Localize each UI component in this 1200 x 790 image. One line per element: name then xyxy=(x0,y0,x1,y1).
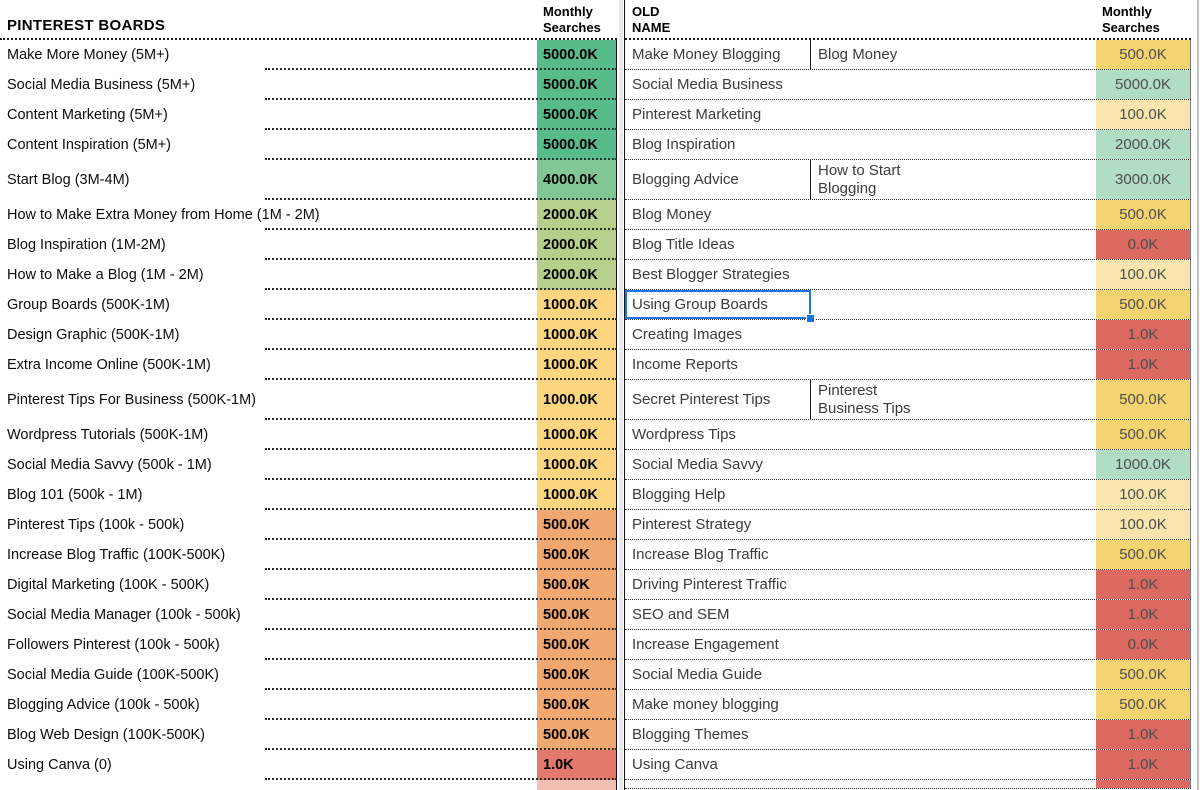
alt-name-cell[interactable] xyxy=(811,720,1096,749)
alt-name-cell[interactable] xyxy=(811,780,1096,788)
monthly-searches-value-cell[interactable]: 500.0K xyxy=(537,510,617,540)
alt-name-text: How to Start Blogging xyxy=(818,161,901,197)
board-name-cell[interactable]: Pinterest Tips (100k - 500k) xyxy=(7,517,185,533)
board-row xyxy=(0,100,617,130)
pinterest-boards-header-cell[interactable]: PINTEREST BOARDS xyxy=(7,17,166,34)
board-row xyxy=(0,130,617,160)
board-name-cell[interactable]: Blog Web Design (100K-500K) xyxy=(7,727,206,743)
monthly-searches-value-cell[interactable]: 1.0K xyxy=(1096,750,1191,779)
board-row xyxy=(0,570,617,600)
old-name-cell[interactable]: Blog Money xyxy=(632,206,712,223)
monthly-searches-value-cell[interactable]: 1000.0K xyxy=(537,350,617,380)
right-monthly-searches-header-cell[interactable] xyxy=(1102,4,1160,36)
monthly-searches-value-cell[interactable]: 1.0K xyxy=(1096,320,1191,349)
old-name-row xyxy=(625,630,1191,660)
leader-dotted-line xyxy=(265,98,617,100)
old-name-cell[interactable]: Wordpress Tips xyxy=(632,426,736,443)
monthly-searches-value-cell[interactable]: 1000.0K xyxy=(537,380,617,420)
alt-name-cell[interactable] xyxy=(811,320,1096,349)
board-row xyxy=(0,290,617,320)
old-name-cell[interactable]: Pinterest Strategy xyxy=(632,516,752,533)
board-row xyxy=(0,160,617,200)
alt-name-cell[interactable] xyxy=(811,600,1096,629)
monthly-searches-value-cell[interactable]: 1000.0K xyxy=(537,480,617,510)
old-name-cell[interactable]: Blogging Themes xyxy=(632,726,749,743)
old-name-cell[interactable]: SEO and SEM xyxy=(632,606,730,623)
monthly-searches-value-cell[interactable]: 1000.0K xyxy=(1096,450,1191,479)
leader-dotted-line xyxy=(265,418,617,420)
alt-name-cell[interactable] xyxy=(811,480,1096,509)
board-row xyxy=(0,630,617,660)
alt-name-cell[interactable] xyxy=(811,70,1096,99)
board-name-cell[interactable]: How to Make Extra Money from Home (1M - 2M) xyxy=(7,207,320,223)
alt-name-cell[interactable] xyxy=(811,260,1096,289)
board-row xyxy=(0,200,617,230)
board-name-cell[interactable]: Pinterest Tips For Business (500K-1M) xyxy=(7,392,257,408)
monthly-searches-value-cell[interactable]: 500.0K xyxy=(537,660,617,690)
old-name-cell[interactable] xyxy=(625,780,811,788)
monthly-searches-value-cell[interactable]: 1000.0K xyxy=(537,320,617,350)
board-row xyxy=(0,450,617,480)
alt-name-text: Pinterest Business Tips xyxy=(818,381,911,417)
old-name-row xyxy=(625,130,1191,160)
monthly-searches-value-cell[interactable]: 5000.0K xyxy=(537,130,617,160)
old-names-pane xyxy=(624,0,1191,790)
monthly-searches-value-cell[interactable]: 1000.0K xyxy=(537,450,617,480)
leader-dotted-line xyxy=(265,688,617,690)
leader-dotted-line xyxy=(265,448,617,450)
old-name-row xyxy=(625,480,1191,510)
monthly-searches-value-cell[interactable]: 1.0K xyxy=(1096,350,1191,379)
monthly-searches-value-cell[interactable]: 1.0K xyxy=(1096,600,1191,629)
board-row xyxy=(0,510,617,540)
board-row xyxy=(0,540,617,570)
alt-name-cell[interactable] xyxy=(811,540,1096,569)
monthly-searches-value-cell[interactable]: 100.0K xyxy=(1096,100,1191,129)
leader-dotted-line xyxy=(265,748,617,750)
monthly-searches-value-cell[interactable]: 5000.0K xyxy=(537,100,617,130)
leader-dotted-line xyxy=(265,318,617,320)
old-name-cell[interactable]: Best Blogger Strategies xyxy=(632,266,790,283)
alt-name-cell[interactable] xyxy=(811,380,1096,419)
board-name-cell[interactable]: Using Canva (0) xyxy=(7,757,112,773)
board-name-cell[interactable]: Social Media Manager (100k - 500k) xyxy=(7,607,241,623)
board-name-cell[interactable]: Start Blog (3M-4M) xyxy=(7,172,130,188)
old-name-cell[interactable]: Pinterest Marketing xyxy=(632,106,762,123)
old-name-rows-container xyxy=(625,40,1191,789)
old-label: OLD xyxy=(632,4,660,19)
old-name-cell[interactable]: Make money blogging xyxy=(632,696,779,713)
board-name-cell[interactable]: Increase Blog Traffic (100K-500K) xyxy=(7,547,226,563)
board-name-cell[interactable]: Blogging Advice (100k - 500k) xyxy=(7,697,200,713)
old-name-cell[interactable]: Secret Pinterest Tips xyxy=(625,380,811,419)
alt-name-cell[interactable] xyxy=(811,40,1096,69)
board-row xyxy=(0,70,617,100)
board-name-cell[interactable]: Wordpress Tutorials (500K-1M) xyxy=(7,427,209,443)
left-header-row xyxy=(0,0,617,40)
old-name-row-partial xyxy=(625,780,1191,789)
old-name-row xyxy=(625,290,1191,320)
alt-name-cell[interactable] xyxy=(811,350,1096,379)
old-name-cell[interactable]: Using Canva xyxy=(632,756,718,773)
board-row xyxy=(0,350,617,380)
monthly-searches-value-cell[interactable]: 100.0K xyxy=(1096,510,1191,539)
monthly-searches-value-cell[interactable]: 500.0K xyxy=(1096,660,1191,689)
monthly-label: Monthly xyxy=(1102,4,1152,19)
old-name-cell[interactable]: Social Media Guide xyxy=(632,666,763,683)
old-name-row xyxy=(625,380,1191,420)
monthly-searches-value-cell[interactable]: 4000.0K xyxy=(537,160,617,200)
alt-name-cell[interactable] xyxy=(811,750,1096,779)
leader-dotted-line xyxy=(265,198,617,200)
old-name-cell[interactable]: Social Media Business xyxy=(632,76,783,93)
old-name-row xyxy=(625,40,1191,70)
old-name-row xyxy=(625,600,1191,630)
monthly-searches-value-cell[interactable]: 500.0K xyxy=(1096,380,1191,419)
alt-name-cell[interactable] xyxy=(811,290,1096,319)
right-header-row xyxy=(625,0,1191,40)
monthly-searches-value-cell[interactable]: 500.0K xyxy=(537,540,617,570)
alt-name-cell[interactable] xyxy=(811,100,1096,129)
frozen-pane-divider[interactable] xyxy=(619,0,623,790)
monthly-label: Monthly xyxy=(543,4,593,19)
old-name-row xyxy=(625,540,1191,570)
old-name-row xyxy=(625,230,1191,260)
board-name-cell[interactable]: How to Make a Blog (1M - 2M) xyxy=(7,267,204,283)
monthly-searches-value-cell[interactable]: 500.0K xyxy=(1096,40,1191,69)
board-row xyxy=(0,480,617,510)
old-name-row xyxy=(625,260,1191,290)
leader-dotted-line xyxy=(265,718,617,720)
alt-name-cell[interactable] xyxy=(811,510,1096,539)
leader-dotted-line xyxy=(265,158,617,160)
old-name-row xyxy=(625,70,1191,100)
leader-dotted-line xyxy=(265,598,617,600)
monthly-searches-value-cell[interactable]: 500.0K xyxy=(1096,200,1191,229)
old-name-header-cell[interactable] xyxy=(632,4,670,36)
monthly-searches-value-cell[interactable]: 1.0K xyxy=(537,750,617,780)
board-name-cell[interactable]: Content Marketing (5M+) xyxy=(7,107,168,123)
board-row xyxy=(0,320,617,350)
alt-name-cell[interactable] xyxy=(811,160,1096,199)
monthly-searches-value-cell[interactable]: 500.0K xyxy=(537,600,617,630)
old-name-cell[interactable]: Creating Images xyxy=(632,326,743,343)
old-name-cell[interactable]: Social Media Savvy xyxy=(632,456,763,473)
board-row xyxy=(0,690,617,720)
board-row xyxy=(0,260,617,290)
old-name-cell[interactable]: Blogging Help xyxy=(632,486,726,503)
monthly-searches-value-cell[interactable]: 500.0K xyxy=(537,570,617,600)
old-name-row xyxy=(625,320,1191,350)
old-name-cell[interactable]: Blog Inspiration xyxy=(632,136,736,153)
board-name-cell[interactable]: Blog Inspiration (1M-2M) xyxy=(7,237,166,253)
board-row xyxy=(0,420,617,450)
old-name-row xyxy=(625,200,1191,230)
board-name-cell[interactable]: Make More Money (5M+) xyxy=(7,47,170,63)
leader-dotted-line xyxy=(265,68,617,70)
window-edge-line xyxy=(1197,0,1199,790)
alt-name-cell[interactable] xyxy=(811,450,1096,479)
alt-name-cell[interactable] xyxy=(811,420,1096,449)
old-name-row xyxy=(625,750,1191,780)
old-name-row xyxy=(625,450,1191,480)
alt-name-cell[interactable] xyxy=(811,630,1096,659)
searches-label: Searches xyxy=(1102,20,1160,35)
monthly-searches-value-cell[interactable]: 2000.0K xyxy=(537,200,617,230)
monthly-searches-value-cell[interactable]: 500.0K xyxy=(537,690,617,720)
monthly-searches-value-cell[interactable]: 500.0K xyxy=(537,720,617,750)
monthly-searches-value-cell[interactable]: 1000.0K xyxy=(537,420,617,450)
alt-name-cell[interactable] xyxy=(811,200,1096,229)
board-row xyxy=(0,600,617,630)
monthly-searches-value-cell[interactable]: 2000.0K xyxy=(537,260,617,290)
board-name-cell[interactable]: Group Boards (500K-1M) xyxy=(7,297,170,313)
alt-name-text: Blog Money xyxy=(818,45,898,63)
board-row xyxy=(0,380,617,420)
monthly-searches-value-cell[interactable]: 0.0K xyxy=(1096,230,1191,259)
old-name-row xyxy=(625,660,1191,690)
leader-dotted-line xyxy=(265,478,617,480)
board-rows-container xyxy=(0,40,617,790)
old-name-cell[interactable]: Make Money Blogging xyxy=(625,40,811,69)
board-row xyxy=(0,750,617,780)
alt-name-cell[interactable] xyxy=(811,130,1096,159)
monthly-searches-value-cell[interactable]: 500.0K xyxy=(537,630,617,660)
name-label: NAME xyxy=(632,20,671,35)
board-name-cell[interactable]: Followers Pinterest (100k - 500k) xyxy=(7,637,220,653)
monthly-searches-value-cell[interactable]: 5000.0K xyxy=(537,70,617,100)
monthly-searches-value-cell[interactable]: 1.0K xyxy=(1096,720,1191,749)
old-name-cell[interactable]: Using Group Boards xyxy=(625,290,811,319)
monthly-searches-value-cell[interactable]: 100.0K xyxy=(1096,480,1191,509)
leader-dotted-line xyxy=(265,348,617,350)
old-name-cell[interactable]: Income Reports xyxy=(632,356,738,373)
old-name-cell[interactable]: Increase Engagement xyxy=(632,636,779,653)
leader-dotted-line xyxy=(265,258,617,260)
monthly-searches-value-cell[interactable] xyxy=(537,780,617,790)
board-row-partial xyxy=(0,780,617,790)
old-name-row xyxy=(625,350,1191,380)
board-name-cell[interactable]: Digital Marketing (100K - 500K) xyxy=(7,577,210,593)
board-name-cell[interactable]: Content Inspiration (5M+) xyxy=(7,137,172,153)
board-name-cell[interactable]: Social Media Savvy (500k - 1M) xyxy=(7,457,212,473)
board-row xyxy=(0,230,617,260)
leader-dotted-line xyxy=(265,628,617,630)
monthly-searches-value-cell[interactable]: 100.0K xyxy=(1096,260,1191,289)
alt-name-cell[interactable] xyxy=(811,690,1096,719)
board-name-cell[interactable]: Extra Income Online (500K-1M) xyxy=(7,357,211,373)
searches-label: Searches xyxy=(543,20,601,35)
monthly-searches-value-cell[interactable] xyxy=(1096,780,1191,788)
old-name-cell[interactable]: Increase Blog Traffic xyxy=(632,546,769,563)
leader-dotted-line xyxy=(265,568,617,570)
leader-dotted-line xyxy=(265,288,617,290)
board-name-cell[interactable]: Blog 101 (500k - 1M) xyxy=(7,487,143,503)
left-monthly-searches-header-cell[interactable] xyxy=(543,4,601,36)
monthly-searches-value-cell[interactable]: 1000.0K xyxy=(537,290,617,320)
old-name-cell[interactable]: Blogging Advice xyxy=(625,160,811,199)
old-name-row xyxy=(625,570,1191,600)
alt-name-cell[interactable] xyxy=(811,660,1096,689)
leader-dotted-line xyxy=(265,378,617,380)
monthly-searches-value-cell[interactable]: 2000.0K xyxy=(1096,130,1191,159)
leader-dotted-line xyxy=(265,778,617,780)
old-name-row xyxy=(625,510,1191,540)
monthly-searches-value-cell[interactable]: 500.0K xyxy=(1096,420,1191,449)
monthly-searches-value-cell[interactable]: 500.0K xyxy=(1096,540,1191,569)
fill-handle[interactable] xyxy=(806,314,815,323)
old-name-row xyxy=(625,420,1191,450)
old-name-cell[interactable]: Driving Pinterest Traffic xyxy=(632,576,787,593)
old-name-row xyxy=(625,720,1191,750)
alt-name-cell[interactable] xyxy=(811,230,1096,259)
monthly-searches-value-cell[interactable]: 5000.0K xyxy=(1096,70,1191,99)
board-name-cell[interactable]: Social Media Guide (100K-500K) xyxy=(7,667,219,683)
monthly-searches-value-cell[interactable]: 0.0K xyxy=(1096,630,1191,659)
leader-dotted-line xyxy=(265,658,617,660)
board-row xyxy=(0,720,617,750)
board-name-cell[interactable]: Design Graphic (500K-1M) xyxy=(7,327,180,343)
old-name-row xyxy=(625,100,1191,130)
monthly-searches-value-cell[interactable]: 2000.0K xyxy=(537,230,617,260)
board-name-cell[interactable]: Social Media Business (5M+) xyxy=(7,77,196,93)
board-row xyxy=(0,40,617,70)
leader-dotted-line xyxy=(265,508,617,510)
old-name-row xyxy=(625,160,1191,200)
monthly-searches-value-cell[interactable]: 500.0K xyxy=(1096,690,1191,719)
monthly-searches-value-cell[interactable]: 1.0K xyxy=(1096,570,1191,599)
monthly-searches-value-cell[interactable]: 500.0K xyxy=(1096,290,1191,319)
board-row xyxy=(0,660,617,690)
alt-name-cell[interactable] xyxy=(811,570,1096,599)
old-name-row xyxy=(625,690,1191,720)
leader-dotted-line xyxy=(265,538,617,540)
monthly-searches-value-cell[interactable]: 5000.0K xyxy=(537,40,617,70)
monthly-searches-value-cell[interactable]: 3000.0K xyxy=(1096,160,1191,199)
old-name-cell[interactable]: Blog Title Ideas xyxy=(632,236,735,253)
leader-dotted-line xyxy=(265,228,617,230)
leader-dotted-line xyxy=(265,128,617,130)
